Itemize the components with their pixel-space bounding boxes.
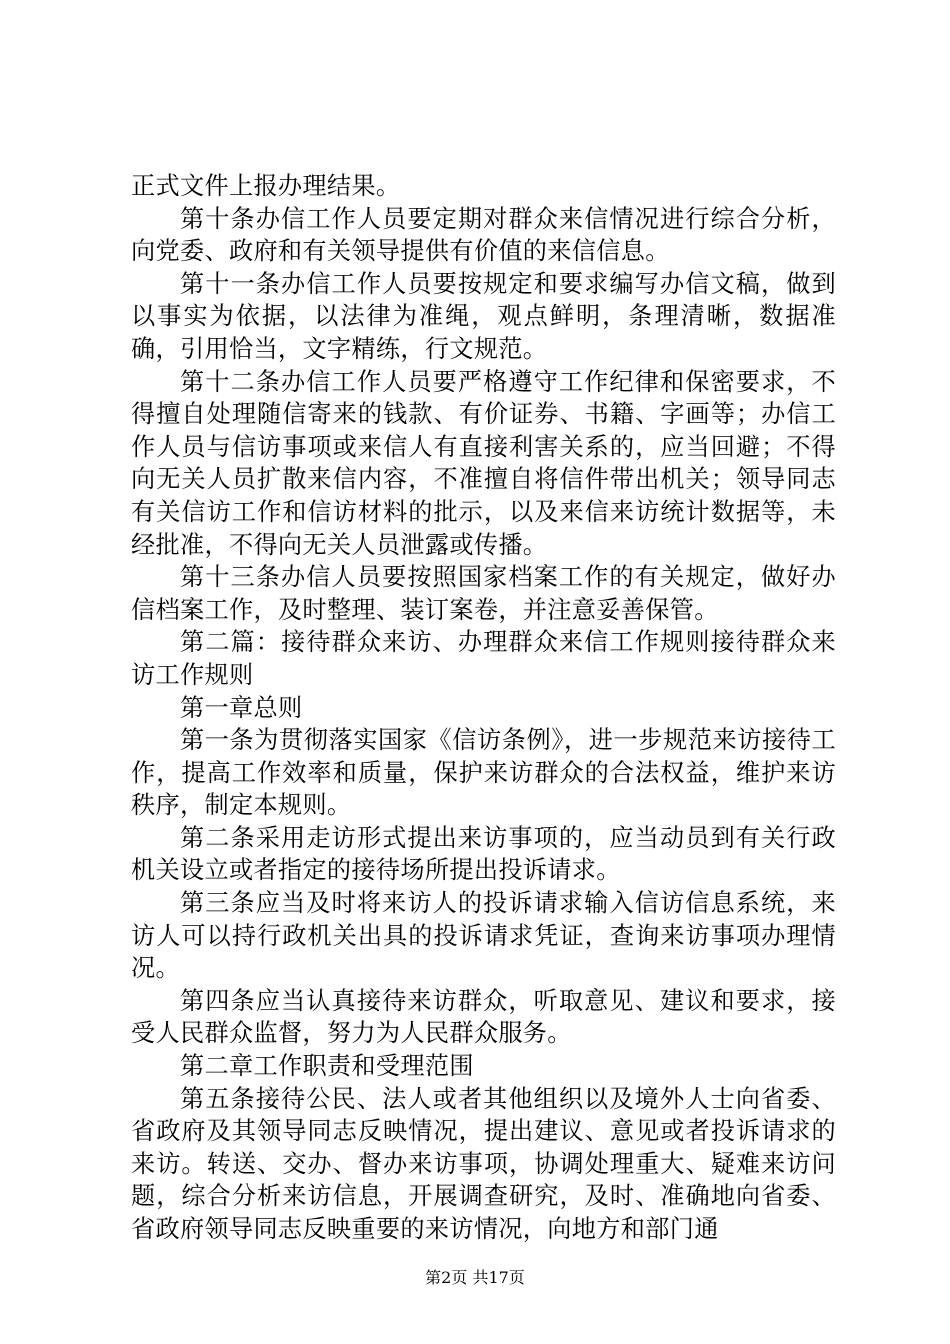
paragraph-article-1: 第一条为贯彻落实国家《信访条例》，进一步规范来访接待工作，提高工作效率和质量，保护来访群众的合法权益，维护来访秩序，制定本规则。	[131, 726, 836, 820]
paragraph-article-2: 第二条采用走访形式提出来访事项的，应当动员到有关行政机关设立或者指定的接待场所提出投诉请求。	[131, 823, 836, 885]
chapter-heading-duties: 第二章工作职责和受理范围	[180, 1052, 474, 1081]
paragraph-article-3: 第三条应当及时将来访人的投诉请求输入信访信息系统，来访人可以持行政机关出具的投诉请求凭证，查询来访事项办理情况。	[131, 889, 836, 983]
paragraph-article-10: 第十条办信工作人员要定期对群众来信情况进行综合分析，向党委、政府和有关领导提供有价值的来信信息。	[131, 204, 836, 266]
chapter-heading-general: 第一章总则	[180, 693, 303, 722]
page-number-footer: 第2页 共17页	[425, 1268, 525, 1287]
paragraph-continuation: 正式文件上报办理结果。	[131, 172, 401, 200]
paragraph-article-11: 第十一条办信工作人员要按规定和要求编写办信文稿，做到以事实为依据，以法律为准绳，观点鲜明，条理清晰，数据准确，引用恰当，文字精练，行文规范。	[131, 269, 836, 363]
paragraph-article-13: 第十三条办信人员要按照国家档案工作的有关规定，做好办信档案工作，及时整理、装订案卷，并注意妥善保管。	[131, 563, 836, 624]
paragraph-article-5: 第五条接待公民、法人或者其他组织以及境外人士向省委、省政府及其领导同志反映情况，提出建议、意见或者投诉请求的来访。转送、交办、督办来访事项，协调处理重大、疑难来访问题，综合分析来访信息，开展调查研究，及时、准确地向省委、省政府领导同志反映重要的来访情况，向地方和部门通	[131, 1084, 836, 1243]
section-heading-part-two: 第二篇：接待群众来访、办理群众来信工作规则接待群众来访工作规则	[131, 628, 836, 689]
paragraph-article-4: 第四条应当认真接待来访群众，听取意见、建议和要求，接受人民群众监督，努力为人民群众服务。	[131, 986, 836, 1048]
document-body	[131, 170, 836, 1246]
paragraph-article-12: 第十二条办信工作人员要严格遵守工作纪律和保密要求，不得擅自处理随信寄来的钱款、有价证券、书籍、字画等；办信工作人员与信访事项或来信人有直接利害关系的，应当回避；不得向无关人员扩散来信内容，不准擅自将信件带出机关；领导同志有关信访工作和信访材料的批示，以及来信来访统计数据等，未经批准，不得向无关人员泄露或传播。	[131, 367, 836, 559]
